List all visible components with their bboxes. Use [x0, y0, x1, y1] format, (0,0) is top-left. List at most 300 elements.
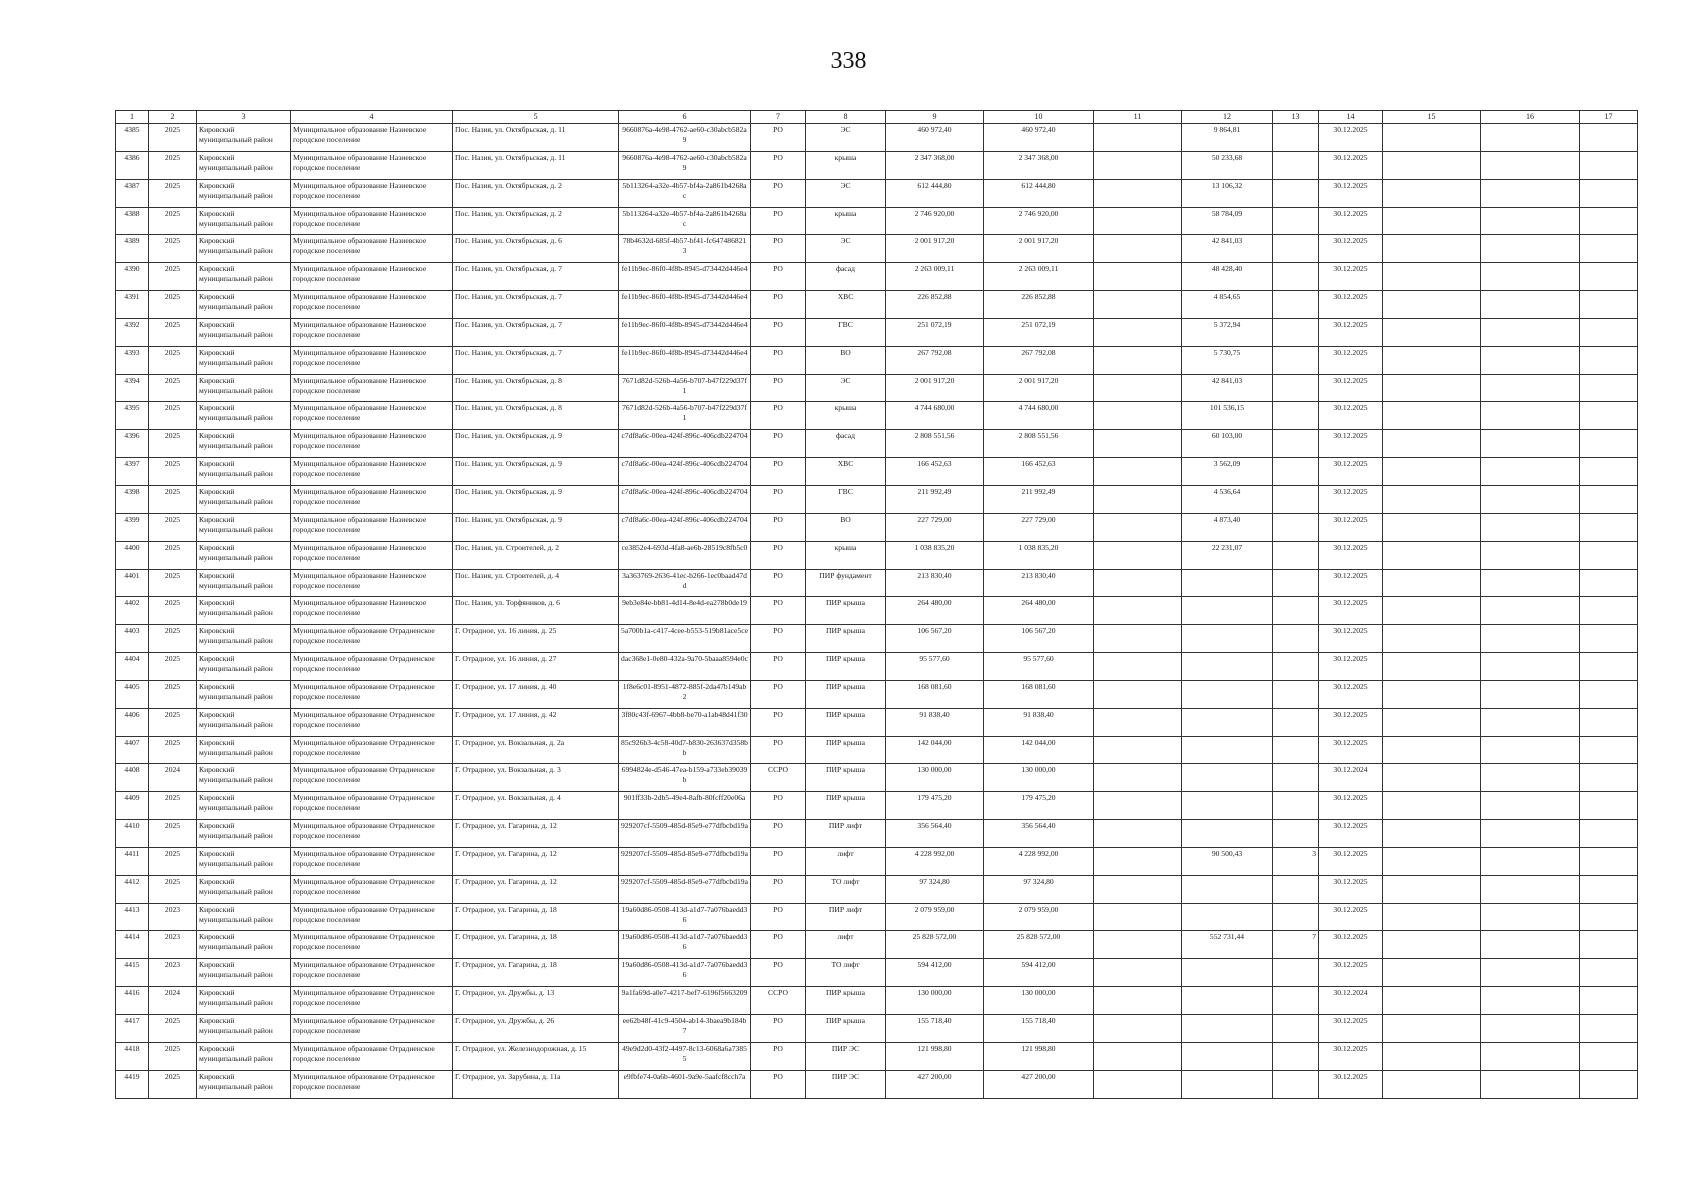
cell-col-13 [1273, 235, 1319, 263]
cell-address: Г. Отрадное, ул. Вокзальная, д. 2а [453, 736, 619, 764]
cell-col-12 [1182, 764, 1273, 792]
cell-house-guid: 19a60d86-0508-413d-a1d7-7a076baedd36 [619, 931, 751, 959]
cell-col-12 [1182, 792, 1273, 820]
cell-col-15 [1383, 346, 1481, 374]
cell-work-type: ПИР крыша [806, 764, 886, 792]
cell-work-type: ТО лифт [806, 959, 886, 987]
cell-work-type: ПИР крыша [806, 625, 886, 653]
cell-col-11 [1094, 513, 1182, 541]
cell-col-15 [1383, 291, 1481, 319]
cell-row-number: 4403 [116, 625, 149, 653]
cell-col-16 [1481, 263, 1580, 291]
cell-cost-total: 594 412,00 [886, 959, 984, 987]
cell-col-17 [1580, 458, 1638, 486]
cell-col-15 [1383, 847, 1481, 875]
cell-col-11 [1094, 569, 1182, 597]
cell-col-12 [1182, 820, 1273, 848]
cell-col-16 [1481, 485, 1580, 513]
cell-program: РО [751, 179, 806, 207]
table-row [116, 625, 1638, 653]
cell-deadline: 30.12.2025 [1319, 875, 1383, 903]
cell-program: РО [751, 291, 806, 319]
cell-address: Г. Отрадное, ул. Железнодорожная, д. 15 [453, 1042, 619, 1070]
cell-district: Кировский муниципальный район [197, 1042, 291, 1070]
cell-cost-total: 121 998,80 [886, 1042, 984, 1070]
cell-col-11 [1094, 625, 1182, 653]
cell-col-15 [1383, 541, 1481, 569]
cell-col-15 [1383, 597, 1481, 625]
cell-col-16 [1481, 959, 1580, 987]
cell-house-guid: 49e9d2d0-43f2-4497-8c13-6068a6a73855 [619, 1042, 751, 1070]
cell-municipality: Муниципальное образование Назиевское городское поселение [291, 541, 453, 569]
cell-col-12: 9 864,81 [1182, 124, 1273, 152]
cell-col-11 [1094, 875, 1182, 903]
cell-cost-fund: 97 324,80 [984, 875, 1094, 903]
cell-program: РО [751, 792, 806, 820]
cell-year: 2025 [149, 736, 197, 764]
cell-house-guid: 5b113264-a32e-4b57-bf4a-2a861b4268ac [619, 179, 751, 207]
cell-col-12 [1182, 1070, 1273, 1098]
cell-address: Г. Отрадное, ул. Дружбы, д. 26 [453, 1015, 619, 1043]
cell-work-type: крыша [806, 541, 886, 569]
cell-col-12: 4 873,40 [1182, 513, 1273, 541]
cell-work-type: ХВС [806, 458, 886, 486]
cell-year: 2025 [149, 458, 197, 486]
cell-municipality: Муниципальное образование Отрадненское городское поселение [291, 987, 453, 1015]
cell-deadline: 30.12.2025 [1319, 1042, 1383, 1070]
cell-col-15 [1383, 1070, 1481, 1098]
cell-row-number: 4396 [116, 430, 149, 458]
cell-col-15 [1383, 513, 1481, 541]
cell-house-guid: 7671d82d-526b-4a56-b707-b47f229d37f1 [619, 402, 751, 430]
cell-address: Пос. Назия, ул. Октябрьская, д. 9 [453, 458, 619, 486]
cell-col-15 [1383, 653, 1481, 681]
table-row [116, 708, 1638, 736]
cell-col-15 [1383, 931, 1481, 959]
cell-row-number: 4418 [116, 1042, 149, 1070]
cell-col-17 [1580, 1042, 1638, 1070]
cell-house-guid: fe11b9ec-86f0-4f8b-8945-d73442d446e4 [619, 263, 751, 291]
cell-year: 2025 [149, 792, 197, 820]
cell-district: Кировский муниципальный район [197, 124, 291, 152]
cell-cost-fund: 4 228 992,00 [984, 847, 1094, 875]
cell-col-12: 552 731,44 [1182, 931, 1273, 959]
cell-cost-fund: 226 852,88 [984, 291, 1094, 319]
cell-year: 2025 [149, 151, 197, 179]
cell-col-11 [1094, 931, 1182, 959]
cell-program: РО [751, 124, 806, 152]
cell-col-16 [1481, 1070, 1580, 1098]
cell-work-type: ВО [806, 513, 886, 541]
cell-deadline: 30.12.2025 [1319, 959, 1383, 987]
cell-district: Кировский муниципальный район [197, 458, 291, 486]
cell-cost-total: 155 718,40 [886, 1015, 984, 1043]
cell-col-12: 3 562,09 [1182, 458, 1273, 486]
cell-program: РО [751, 402, 806, 430]
cell-col-15 [1383, 903, 1481, 931]
cell-col-11 [1094, 124, 1182, 152]
cell-cost-total: 612 444,80 [886, 179, 984, 207]
cell-program: РО [751, 374, 806, 402]
cell-municipality: Муниципальное образование Назиевское городское поселение [291, 485, 453, 513]
cell-col-12 [1182, 708, 1273, 736]
cell-col-16 [1481, 430, 1580, 458]
cell-col-16 [1481, 374, 1580, 402]
cell-col-11 [1094, 847, 1182, 875]
cell-col-16 [1481, 736, 1580, 764]
table-header [116, 111, 1638, 124]
cell-col-16 [1481, 207, 1580, 235]
cell-cost-fund: 2 347 368,00 [984, 151, 1094, 179]
cell-address: Пос. Назия, ул. Октябрьская, д. 11 [453, 151, 619, 179]
cell-col-12 [1182, 653, 1273, 681]
cell-deadline: 30.12.2025 [1319, 513, 1383, 541]
cell-row-number: 4400 [116, 541, 149, 569]
cell-deadline: 30.12.2025 [1319, 207, 1383, 235]
cell-col-11 [1094, 430, 1182, 458]
cell-address: Г. Отрадное, ул. 17 линия, д. 40 [453, 680, 619, 708]
cell-col-11 [1094, 402, 1182, 430]
cell-col-16 [1481, 151, 1580, 179]
cell-col-16 [1481, 179, 1580, 207]
cell-cost-fund: 1 038 835,20 [984, 541, 1094, 569]
cell-col-17 [1580, 374, 1638, 402]
cell-district: Кировский муниципальный район [197, 569, 291, 597]
cell-address: Г. Отрадное, ул. 16 линия, д. 25 [453, 625, 619, 653]
cell-col-11 [1094, 820, 1182, 848]
cell-cost-total: 95 577,60 [886, 653, 984, 681]
cell-work-type: ПИР крыша [806, 736, 886, 764]
cell-deadline: 30.12.2025 [1319, 458, 1383, 486]
cell-col-13 [1273, 708, 1319, 736]
cell-col-17 [1580, 318, 1638, 346]
cell-deadline: 30.12.2025 [1319, 625, 1383, 653]
cell-year: 2025 [149, 207, 197, 235]
cell-cost-total: 264 480,00 [886, 597, 984, 625]
cell-municipality: Муниципальное образование Назиевское городское поселение [291, 263, 453, 291]
cell-program: РО [751, 653, 806, 681]
cell-year: 2025 [149, 318, 197, 346]
cell-col-17 [1580, 430, 1638, 458]
cell-municipality: Муниципальное образование Назиевское городское поселение [291, 402, 453, 430]
cell-cost-total: 168 081,60 [886, 680, 984, 708]
cell-row-number: 4392 [116, 318, 149, 346]
cell-col-12: 22 231,07 [1182, 541, 1273, 569]
cell-cost-total: 4 744 680,00 [886, 402, 984, 430]
cell-col-13 [1273, 653, 1319, 681]
cell-address: Пос. Назия, ул. Строителей, д. 2 [453, 541, 619, 569]
cell-cost-total: 130 000,00 [886, 764, 984, 792]
cell-deadline: 30.12.2025 [1319, 1015, 1383, 1043]
cell-municipality: Муниципальное образование Отрадненское городское поселение [291, 653, 453, 681]
cell-address: Пос. Назия, ул. Октябрьская, д. 2 [453, 179, 619, 207]
cell-col-15 [1383, 1015, 1481, 1043]
cell-cost-fund: 142 044,00 [984, 736, 1094, 764]
cell-row-number: 4405 [116, 680, 149, 708]
cell-address: Г. Отрадное, ул. Гагарина, д. 12 [453, 875, 619, 903]
cell-program: РО [751, 458, 806, 486]
cell-work-type: ПИР ЭС [806, 1042, 886, 1070]
table-row [116, 374, 1638, 402]
cell-house-guid: 9660876a-4e98-4762-ae60-c30abcb582a9 [619, 124, 751, 152]
table-row [116, 569, 1638, 597]
cell-col-12 [1182, 625, 1273, 653]
cell-municipality: Муниципальное образование Отрадненское городское поселение [291, 1070, 453, 1098]
cell-house-guid: 6994824e-d546-47ea-b159-a733eb39039b [619, 764, 751, 792]
cell-row-number: 4409 [116, 792, 149, 820]
cell-col-15 [1383, 124, 1481, 152]
cell-municipality: Муниципальное образование Назиевское городское поселение [291, 207, 453, 235]
cell-work-type: ЭС [806, 235, 886, 263]
cell-cost-total: 91 838,40 [886, 708, 984, 736]
cell-house-guid: 3a363769-2636-41ec-b266-1ec0baad47dd [619, 569, 751, 597]
cell-house-guid: 7671d82d-526b-4a56-b707-b47f229d37f1 [619, 374, 751, 402]
cell-program: РО [751, 847, 806, 875]
cell-year: 2025 [149, 541, 197, 569]
cell-cost-total: 2 001 917,20 [886, 374, 984, 402]
table-row [116, 513, 1638, 541]
cell-program: РО [751, 235, 806, 263]
cell-col-11 [1094, 207, 1182, 235]
cell-cost-fund: 179 475,20 [984, 792, 1094, 820]
cell-col-16 [1481, 597, 1580, 625]
cell-col-16 [1481, 291, 1580, 319]
cell-work-type: ПИР крыша [806, 708, 886, 736]
cell-row-number: 4390 [116, 263, 149, 291]
cell-work-type: ПИР крыша [806, 597, 886, 625]
cell-program: РО [751, 485, 806, 513]
cell-col-17 [1580, 402, 1638, 430]
cell-cost-total: 106 567,20 [886, 625, 984, 653]
cell-work-type: ВО [806, 346, 886, 374]
cell-deadline: 30.12.2025 [1319, 847, 1383, 875]
cell-cost-total: 251 072,19 [886, 318, 984, 346]
cell-work-type: ПИР ЭС [806, 1070, 886, 1098]
cell-col-11 [1094, 235, 1182, 263]
cell-col-15 [1383, 625, 1481, 653]
cell-col-11 [1094, 541, 1182, 569]
column-header-5: 5 [453, 111, 619, 124]
cell-col-13 [1273, 792, 1319, 820]
cell-program: РО [751, 318, 806, 346]
cell-district: Кировский муниципальный район [197, 207, 291, 235]
cell-year: 2025 [149, 625, 197, 653]
cell-deadline: 30.12.2024 [1319, 764, 1383, 792]
cell-address: Пос. Назия, ул. Октябрьская, д. 6 [453, 235, 619, 263]
cell-municipality: Муниципальное образование Назиевское городское поселение [291, 318, 453, 346]
cell-col-15 [1383, 736, 1481, 764]
cell-house-guid: ce3852e4-693d-4fa8-ae6b-28519c8fb5c0 [619, 541, 751, 569]
cell-program: РО [751, 541, 806, 569]
cell-program: РО [751, 151, 806, 179]
cell-year: 2025 [149, 124, 197, 152]
cell-house-guid: 19a60d86-0508-413d-a1d7-7a076baedd36 [619, 903, 751, 931]
cell-col-13 [1273, 513, 1319, 541]
cell-deadline: 30.12.2025 [1319, 291, 1383, 319]
cell-cost-fund: 25 828 572,00 [984, 931, 1094, 959]
cell-year: 2025 [149, 820, 197, 848]
cell-col-15 [1383, 875, 1481, 903]
cell-col-16 [1481, 318, 1580, 346]
cell-district: Кировский муниципальный район [197, 847, 291, 875]
cell-work-type: ПИР крыша [806, 792, 886, 820]
cell-col-11 [1094, 291, 1182, 319]
cell-deadline: 30.12.2025 [1319, 597, 1383, 625]
cell-district: Кировский муниципальный район [197, 235, 291, 263]
cell-cost-fund: 130 000,00 [984, 764, 1094, 792]
column-header-12: 12 [1182, 111, 1273, 124]
cell-cost-fund: 227 729,00 [984, 513, 1094, 541]
cell-municipality: Муниципальное образование Назиевское городское поселение [291, 458, 453, 486]
cell-municipality: Муниципальное образование Назиевское городское поселение [291, 235, 453, 263]
cell-house-guid: 85c926b3-4c58-40d7-b830-263637d358bb [619, 736, 751, 764]
cell-program: РО [751, 708, 806, 736]
cell-cost-total: 2 079 959,00 [886, 903, 984, 931]
cell-row-number: 4411 [116, 847, 149, 875]
cell-col-13 [1273, 458, 1319, 486]
table-row [116, 736, 1638, 764]
cell-municipality: Муниципальное образование Отрадненское городское поселение [291, 875, 453, 903]
table-row [116, 1042, 1638, 1070]
cell-col-17 [1580, 597, 1638, 625]
cell-address: Пос. Назия, ул. Октябрьская, д. 2 [453, 207, 619, 235]
cell-col-15 [1383, 680, 1481, 708]
cell-row-number: 4407 [116, 736, 149, 764]
table-row [116, 680, 1638, 708]
table-row [116, 1070, 1638, 1098]
column-header-1: 1 [116, 111, 149, 124]
cell-work-type: ГВС [806, 318, 886, 346]
cell-col-17 [1580, 235, 1638, 263]
table-row [116, 179, 1638, 207]
cell-program: ССРО [751, 764, 806, 792]
table-row [116, 541, 1638, 569]
cell-deadline: 30.12.2025 [1319, 374, 1383, 402]
cell-work-type: ЭС [806, 179, 886, 207]
cell-deadline: 30.12.2025 [1319, 931, 1383, 959]
cell-cost-fund: 2 079 959,00 [984, 903, 1094, 931]
table-row [116, 485, 1638, 513]
cell-col-15 [1383, 959, 1481, 987]
cell-district: Кировский муниципальный район [197, 625, 291, 653]
cell-municipality: Муниципальное образование Назиевское городское поселение [291, 346, 453, 374]
cell-year: 2025 [149, 875, 197, 903]
cell-year: 2025 [149, 653, 197, 681]
cell-col-15 [1383, 430, 1481, 458]
cell-house-guid: ee62b48f-41c9-4504-ab14-3baea9b184b7 [619, 1015, 751, 1043]
cell-address: Г. Отрадное, ул. Гагарина, д. 12 [453, 820, 619, 848]
cell-house-guid: 5b113264-a32e-4b57-bf4a-2a861b4268ac [619, 207, 751, 235]
cell-col-12 [1182, 1042, 1273, 1070]
data-table [115, 110, 1638, 1099]
cell-col-17 [1580, 653, 1638, 681]
cell-municipality: Муниципальное образование Назиевское городское поселение [291, 513, 453, 541]
cell-work-type: ПИР крыша [806, 653, 886, 681]
cell-deadline: 30.12.2025 [1319, 792, 1383, 820]
cell-program: РО [751, 959, 806, 987]
cell-row-number: 4410 [116, 820, 149, 848]
cell-cost-fund: 427 200,00 [984, 1070, 1094, 1098]
page-number: 338 [830, 48, 867, 74]
cell-col-17 [1580, 485, 1638, 513]
cell-col-15 [1383, 485, 1481, 513]
table-row [116, 402, 1638, 430]
cell-house-guid: fe11b9ec-86f0-4f8b-8945-d73442d446e4 [619, 346, 751, 374]
table-row [116, 318, 1638, 346]
cell-col-12: 13 106,32 [1182, 179, 1273, 207]
cell-col-13 [1273, 541, 1319, 569]
cell-cost-total: 166 452,63 [886, 458, 984, 486]
cell-col-17 [1580, 1070, 1638, 1098]
cell-row-number: 4387 [116, 179, 149, 207]
cell-district: Кировский муниципальный район [197, 680, 291, 708]
cell-work-type: лифт [806, 847, 886, 875]
cell-address: Пос. Назия, ул. Октябрьская, д. 9 [453, 513, 619, 541]
cell-col-11 [1094, 374, 1182, 402]
cell-district: Кировский муниципальный район [197, 402, 291, 430]
cell-col-15 [1383, 151, 1481, 179]
cell-col-16 [1481, 124, 1580, 152]
cell-work-type: ПИР лифт [806, 903, 886, 931]
cell-col-17 [1580, 875, 1638, 903]
cell-house-guid: e9fbfe74-0a6b-4601-9a9e-5aafcf8cch7a [619, 1070, 751, 1098]
cell-col-13 [1273, 820, 1319, 848]
cell-house-guid: c7df8a6c-00ea-424f-896c-406cdb224704 [619, 513, 751, 541]
column-header-6: 6 [619, 111, 751, 124]
cell-program: РО [751, 931, 806, 959]
cell-house-guid: fe11b9ec-86f0-4f8b-8945-d73442d446e4 [619, 318, 751, 346]
cell-district: Кировский муниципальный район [197, 151, 291, 179]
cell-col-13 [1273, 291, 1319, 319]
cell-district: Кировский муниципальный район [197, 513, 291, 541]
cell-col-16 [1481, 569, 1580, 597]
cell-col-17 [1580, 346, 1638, 374]
cell-row-number: 4391 [116, 291, 149, 319]
cell-col-11 [1094, 903, 1182, 931]
cell-program: РО [751, 263, 806, 291]
cell-year: 2025 [149, 513, 197, 541]
cell-deadline: 30.12.2025 [1319, 235, 1383, 263]
cell-col-17 [1580, 513, 1638, 541]
cell-col-16 [1481, 346, 1580, 374]
cell-cost-total: 142 044,00 [886, 736, 984, 764]
cell-cost-total: 1 038 835,20 [886, 541, 984, 569]
cell-municipality: Муниципальное образование Назиевское городское поселение [291, 291, 453, 319]
cell-col-17 [1580, 291, 1638, 319]
cell-cost-fund: 2 263 009,11 [984, 263, 1094, 291]
cell-col-17 [1580, 820, 1638, 848]
cell-house-guid: 9a1fa69d-a0e7-4217-bef7-6196f5663209 [619, 987, 751, 1015]
cell-program: РО [751, 903, 806, 931]
cell-col-17 [1580, 1015, 1638, 1043]
cell-district: Кировский муниципальный район [197, 179, 291, 207]
cell-col-12: 50 233,68 [1182, 151, 1273, 179]
cell-col-16 [1481, 987, 1580, 1015]
cell-col-12: 42 841,03 [1182, 235, 1273, 263]
cell-district: Кировский муниципальный район [197, 931, 291, 959]
cell-district: Кировский муниципальный район [197, 346, 291, 374]
table-row [116, 346, 1638, 374]
cell-deadline: 30.12.2025 [1319, 708, 1383, 736]
cell-deadline: 30.12.2025 [1319, 653, 1383, 681]
cell-address: Г. Отрадное, ул. 16 линия, д. 27 [453, 653, 619, 681]
cell-program: РО [751, 597, 806, 625]
cell-col-12 [1182, 736, 1273, 764]
cell-program: РО [751, 569, 806, 597]
cell-cost-fund: 251 072,19 [984, 318, 1094, 346]
cell-col-15 [1383, 764, 1481, 792]
cell-district: Кировский муниципальный район [197, 875, 291, 903]
